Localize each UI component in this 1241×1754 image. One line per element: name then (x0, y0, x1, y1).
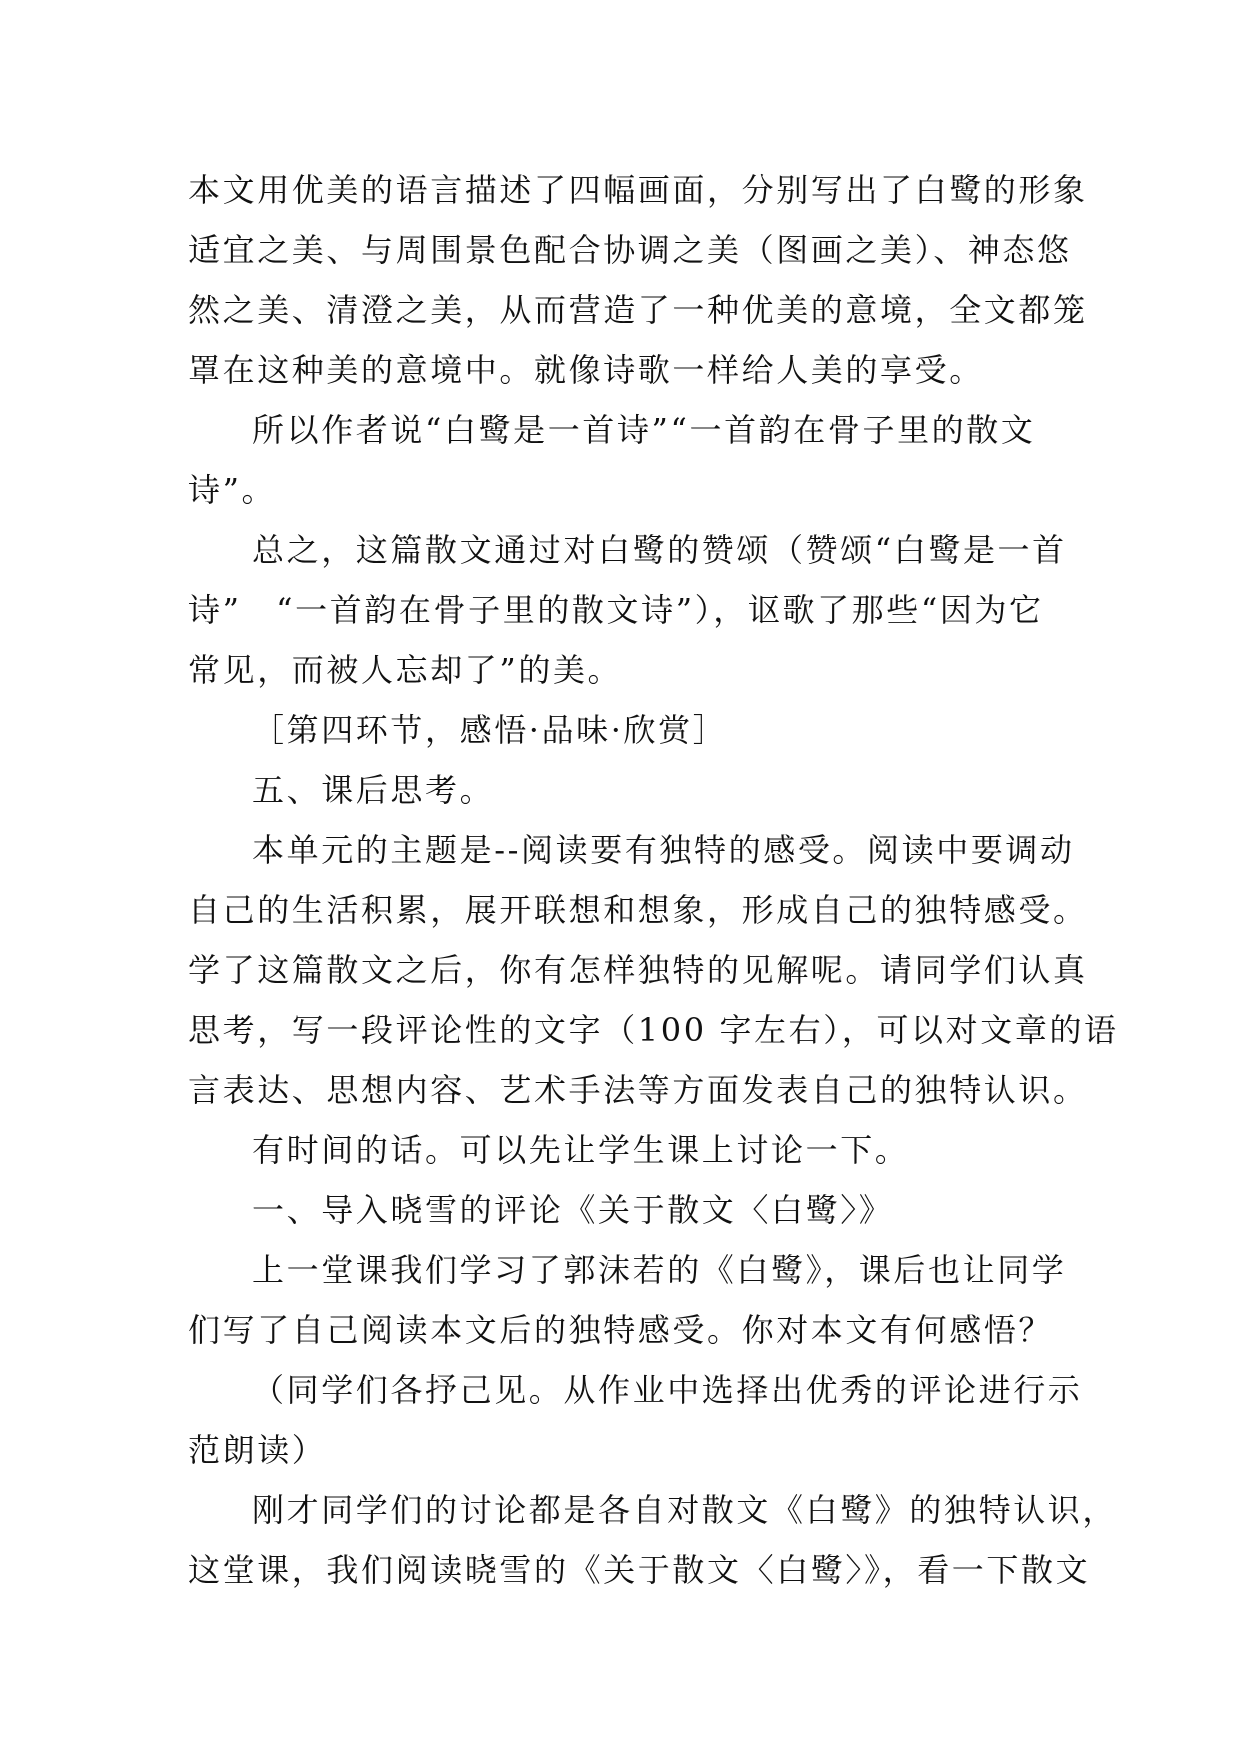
text-line: 诗”。 (188, 471, 277, 509)
text-line: 常见，而被人忘却了”的美。 (188, 651, 623, 689)
text-line: 刚才同学们的讨论都是各自对散文《白鹭》的独特认识， (252, 1491, 1118, 1529)
text-line: 这堂课，我们阅读晓雪的《关于散文〈白鹭〉》，看一下散文 (188, 1551, 1091, 1589)
text-line: 上一堂课我们学习了郭沫若的《白鹭》，课后也让同学 (252, 1251, 1067, 1289)
text-line: 们写了自己阅读本文后的独特感受。你对本文有何感悟？ (188, 1311, 1054, 1349)
text-line: 本单元的主题是--阅读要有独特的感受。阅读中要调动 (252, 831, 1075, 869)
section-heading: ［第四环节，感悟·品味·欣赏］ (252, 711, 728, 749)
text-line: 思考，写一段评论性的文字（100 字左右），可以对文章的语 (188, 1011, 1119, 1049)
text-line: 诗” “一首韵在骨子里的散文诗”），讴歌了那些“因为它 (188, 591, 1044, 629)
text-line: 范朗读） (188, 1431, 327, 1469)
text-line: 学了这篇散文之后，你有怎样独特的见解呢。请同学们认真 (188, 951, 1088, 989)
text-line: 自己的生活积累，展开联想和想象，形成自己的独特感受。 (188, 891, 1088, 929)
text-line: 适宜之美、与周围景色配合协调之美（图画之美）、神态悠 (188, 231, 1072, 269)
text-line: 有时间的话。可以先让学生课上讨论一下。 (252, 1131, 910, 1169)
text-line: （同学们各抒己见。从作业中选择出优秀的评论进行示 (252, 1371, 1083, 1409)
text-line: 然之美、清澄之美，从而营造了一种优美的意境，全文都笼 (188, 291, 1088, 329)
document-body (188, 160, 1119, 1600)
text-line: 本文用优美的语言描述了四幅画面，分别写出了白鹭的形象 (188, 171, 1088, 209)
section-heading: 一、导入晓雪的评论《关于散文〈白鹭〉》 (252, 1191, 894, 1229)
text-line: 总之，这篇散文通过对白鹭的赞颂（赞颂“白鹭是一首 (252, 531, 1067, 569)
section-heading: 五、课后思考。 (252, 771, 495, 809)
text-line: 所以作者说“白鹭是一首诗”“一首韵在骨子里的散文 (252, 411, 1036, 449)
text-line: 罩在这种美的意境中。就像诗歌一样给人美的享受。 (188, 351, 984, 389)
text-line: 言表达、思想内容、艺术手法等方面发表自己的独特认识。 (188, 1071, 1088, 1109)
